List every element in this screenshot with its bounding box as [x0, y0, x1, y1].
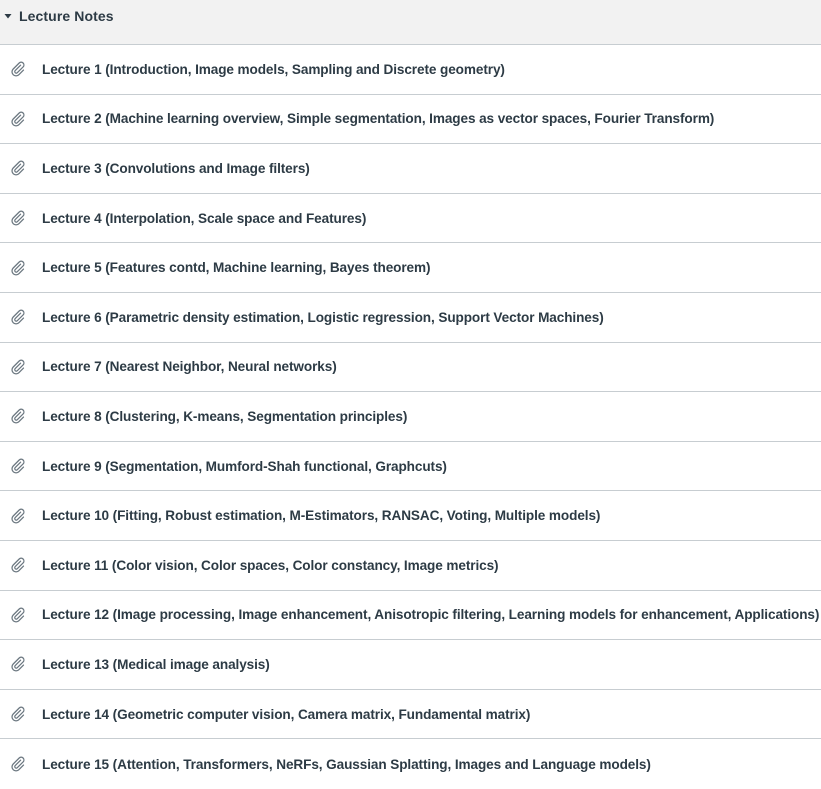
module-item-2 — [0, 95, 821, 145]
module-item-link[interactable]: Lecture 13 (Medical image analysis) — [42, 656, 270, 672]
module-item-link[interactable]: Lecture 12 (Image processing, Image enhancement, Anisotropic filtering, Learning models for enhancement, Applications) — [42, 607, 820, 623]
module-item-7 — [0, 343, 821, 393]
paperclip-icon — [9, 457, 27, 475]
paperclip-icon — [9, 110, 27, 128]
paperclip-icon — [9, 606, 27, 624]
module-item-link[interactable]: Lecture 10 (Fitting, Robust estimation, M-Estimators, RANSAC, Voting, Multiple models) — [42, 508, 601, 524]
paperclip-icon — [9, 705, 27, 723]
paperclip-icon — [9, 507, 27, 525]
module-item-link[interactable]: Lecture 8 (Clustering, K-means, Segmentation principles) — [42, 408, 408, 424]
paperclip-icon — [9, 159, 27, 177]
module-item-link[interactable]: Lecture 6 (Parametric density estimation, Logistic regression, Support Vector Machines) — [42, 309, 604, 325]
module-item-link[interactable]: Lecture 14 (Geometric computer vision, Camera matrix, Fundamental matrix) — [42, 706, 531, 722]
module-item-9 — [0, 442, 821, 492]
module-item-link[interactable]: Lecture 7 (Nearest Neighbor, Neural networks) — [42, 359, 337, 375]
paperclip-icon — [9, 755, 27, 773]
module-item-link[interactable]: Lecture 3 (Convolutions and Image filters) — [42, 160, 310, 176]
module-header[interactable] — [0, 0, 821, 45]
module-item-link[interactable]: Lecture 15 (Attention, Transformers, NeRFs, Gaussian Splatting, Images and Language models) — [42, 756, 651, 772]
paperclip-icon — [9, 308, 27, 326]
module-item-10 — [0, 491, 821, 541]
module-item-link[interactable]: Lecture 4 (Interpolation, Scale space and Features) — [42, 210, 367, 226]
module-item-link[interactable]: Lecture 1 (Introduction, Image models, Sampling and Discrete geometry) — [42, 61, 505, 77]
paperclip-icon — [9, 556, 27, 574]
module-item-8 — [0, 392, 821, 442]
paperclip-icon — [9, 655, 27, 673]
module-item-5 — [0, 243, 821, 293]
paperclip-icon — [9, 358, 27, 376]
module-item-14 — [0, 690, 821, 740]
paperclip-icon — [9, 407, 27, 425]
module-item-15 — [0, 739, 821, 789]
triangle-down-icon[interactable] — [4, 12, 12, 20]
module-title: Lecture Notes — [19, 8, 114, 24]
module-item-6 — [0, 293, 821, 343]
module-item-11 — [0, 541, 821, 591]
module-item-link[interactable]: Lecture 2 (Machine learning overview, Simple segmentation, Images as vector spaces, Fourier Transform) — [42, 111, 715, 127]
module-item-link[interactable]: Lecture 5 (Features contd, Machine learning, Bayes theorem) — [42, 260, 431, 276]
module-items-list — [0, 45, 821, 789]
module-item-13 — [0, 640, 821, 690]
paperclip-icon — [9, 60, 27, 78]
module-item-link[interactable]: Lecture 11 (Color vision, Color spaces, Color constancy, Image metrics) — [42, 557, 499, 573]
module-item-3 — [0, 144, 821, 194]
module-item-12 — [0, 591, 821, 641]
paperclip-icon — [9, 259, 27, 277]
module-item-1 — [0, 45, 821, 95]
paperclip-icon — [9, 209, 27, 227]
module-item-link[interactable]: Lecture 9 (Segmentation, Mumford-Shah functional, Graphcuts) — [42, 458, 447, 474]
module-item-4 — [0, 194, 821, 244]
